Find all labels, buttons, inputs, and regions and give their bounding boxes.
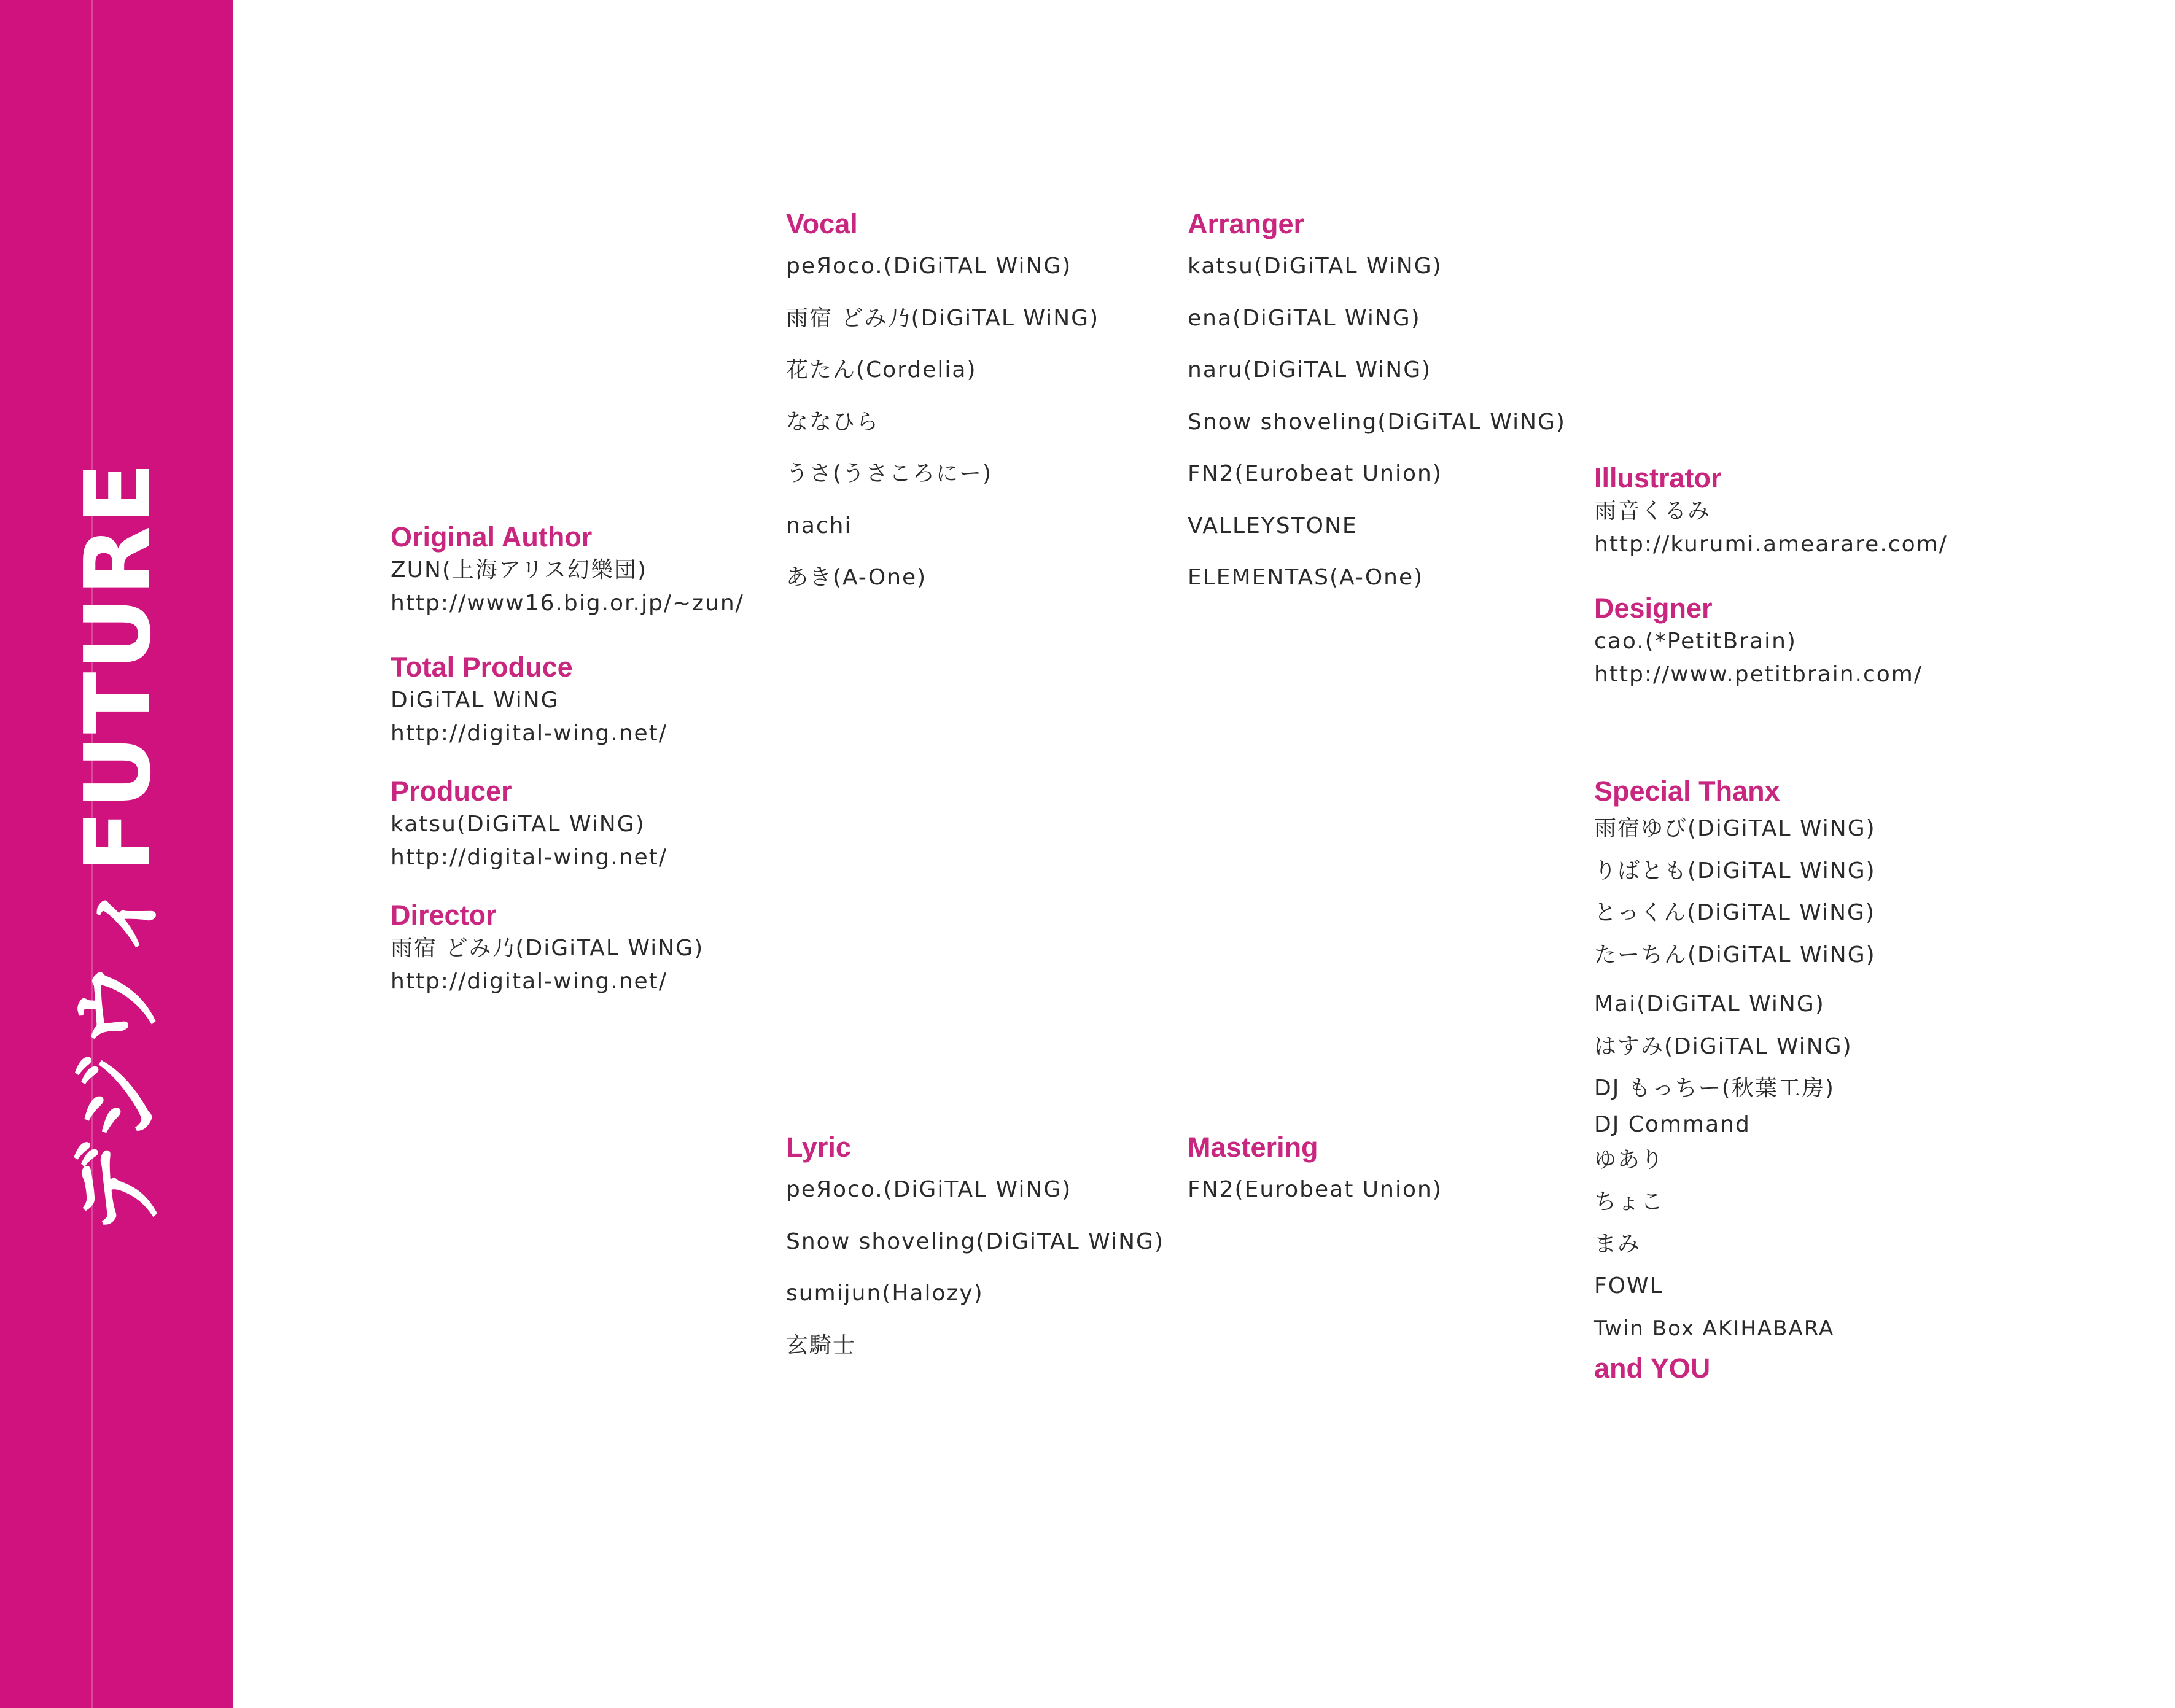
credit-url: http://kurumi.amearare.com/ [1594,532,1948,557]
credit-line: katsu(DiGiTAL WiNG) [391,812,645,837]
credit-url: http://digital-wing.net/ [391,721,667,746]
section-producer [391,775,667,874]
section-lyric [786,1131,1164,1372]
lyric-credit: sumijun(Halozy) [786,1281,984,1306]
thanx-credit: まみ [1594,1231,1641,1257]
credit-url: http://digital-wing.net/ [391,845,667,870]
thanx-credit: ゆあり [1594,1147,1665,1173]
vocal-credit: 雨宿 どみ乃(DiGiTAL WiNG) [786,305,1100,331]
heading-total-produce: Total Produce [391,651,573,683]
heading-mastering: Mastering [1188,1132,1318,1163]
arranger-credit: ena(DiGiTAL WiNG) [1188,305,1421,331]
credit-line: cao.(*PetitBrain) [1594,629,1797,654]
lyric-credit: 玄騎士 [786,1332,857,1358]
section-director [391,899,704,998]
section-arranger [1188,208,1566,604]
vocal-credit: うさ(うさころにー) [786,461,993,486]
section-designer [1594,592,1923,691]
credit-url: http://digital-wing.net/ [391,969,667,994]
credit-line: 雨宿 どみ乃(DiGiTAL WiNG) [391,936,704,961]
heading-designer: Designer [1594,592,1713,624]
lyric-credit: peЯoco.(DiGiTAL WiNG) [786,1177,1072,1202]
vocal-credit: nachi [786,513,852,538]
section-total-produce [391,651,667,750]
section-special-thanx [1594,775,1876,1385]
section-illustrator [1594,462,1948,561]
vocal-credit: あき(A-One) [786,565,927,590]
credit-url: http://www16.big.or.jp/~zun/ [391,591,744,616]
credit-line: DiGiTAL WiNG [391,688,559,713]
section-mastering [1188,1131,1442,1216]
credit-url: http://www.petitbrain.com/ [1594,662,1923,687]
section-vocal [786,208,1099,604]
thanx-credit: DJ Command [1594,1111,1751,1137]
credit-line: ZUN(上海アリス幻樂団) [391,557,647,583]
vocal-credit: peЯoco.(DiGiTAL WiNG) [786,254,1072,279]
heading-producer: Producer [391,775,512,807]
heading-illustrator: Illustrator [1594,462,1722,494]
heading-original-author: Original Author [391,521,593,553]
thanx-credit: Twin Box AKIHABARA [1594,1316,1835,1341]
arranger-credit: FN2(Eurobeat Union) [1188,461,1442,486]
thanx-credit: DJ もっちー(秋葉工房) [1594,1076,1835,1101]
heading-lyric: Lyric [786,1132,851,1163]
arranger-credit: ELEMENTAS(A-One) [1188,565,1424,590]
arranger-credit: Snow shoveling(DiGiTAL WiNG) [1188,409,1566,435]
thanx-credit: ちょこ [1594,1189,1665,1214]
thanx-credit: 雨宿ゆび(DiGiTAL WiNG) [1594,816,1876,841]
heading-arranger: Arranger [1188,208,1305,239]
lyric-credit: Snow shoveling(DiGiTAL WiNG) [786,1229,1164,1254]
arranger-credit: naru(DiGiTAL WiNG) [1188,357,1432,382]
vocal-credit: 花たん(Cordelia) [786,357,977,382]
mastering-credit: FN2(Eurobeat Union) [1188,1177,1442,1202]
heading-director: Director [391,899,497,931]
arranger-credit: katsu(DiGiTAL WiNG) [1188,254,1442,279]
credit-line: 雨音くるみ [1594,499,1711,524]
section-original-author [391,521,744,620]
arranger-credit: VALLEYSTONE [1188,513,1358,538]
cover-spine [0,0,233,1708]
vocal-credit: ななひら [786,409,880,435]
closing-and-you: and YOU [1594,1353,1711,1384]
thanx-credit: はすみ(DiGiTAL WiNG) [1594,1033,1853,1059]
thanx-credit: Mai(DiGiTAL WiNG) [1594,992,1825,1017]
heading-special-thanx: Special Thanx [1594,775,1780,807]
thanx-credit: たーちん(DiGiTAL WiNG) [1594,942,1876,968]
thanx-credit: FOWL [1594,1273,1663,1298]
heading-vocal: Vocal [786,208,858,239]
thanx-credit: とっくん(DiGiTAL WiNG) [1594,900,1875,925]
spine-title: デジウィFUTURE [65,461,171,1233]
thanx-credit: りばとも(DiGiTAL WiNG) [1594,858,1876,883]
